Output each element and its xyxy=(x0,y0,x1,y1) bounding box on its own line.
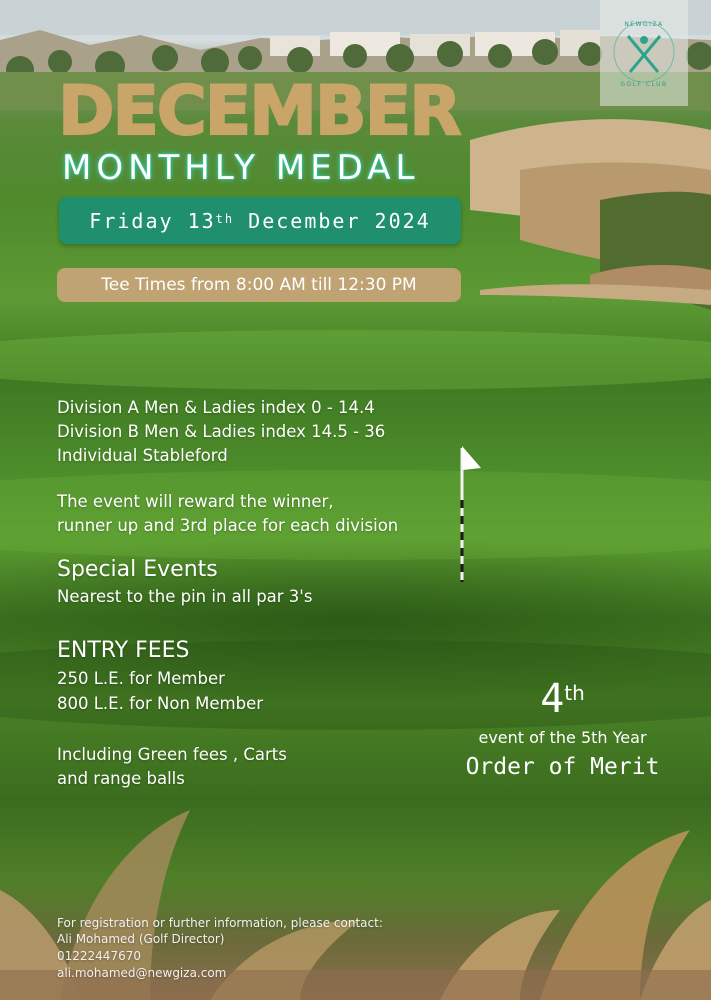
svg-text:GOLF CLUB: GOLF CLUB xyxy=(620,81,668,88)
member-fee: 250 L.E. for Member xyxy=(57,669,225,688)
date-ordinal: th xyxy=(215,211,235,226)
oom-ordinal: th xyxy=(564,680,585,705)
format-line: Individual Stableford xyxy=(57,446,228,465)
tee-times-badge: Tee Times from 8:00 AM till 12:30 PM xyxy=(57,268,461,302)
order-of-merit-line: event of the 5th Year xyxy=(478,728,647,747)
event-date xyxy=(59,197,461,244)
fairway-band xyxy=(0,470,711,560)
oom-number: 4 xyxy=(540,676,565,722)
inclusions-line: Including Green fees , Carts xyxy=(57,745,287,764)
golf-clubs-icon xyxy=(600,0,688,106)
contact-phone[interactable]: 01222447670 xyxy=(57,949,141,963)
contact-intro: For registration or further information, please contact: xyxy=(57,916,383,930)
fairway-band xyxy=(0,330,711,390)
reward-line: The event will reward the winner, xyxy=(57,492,334,511)
date-month-year: December 2024 xyxy=(248,208,431,233)
contact-name: Ali Mohamed (Golf Director) xyxy=(57,932,225,946)
reward-line: runner up and 3rd place for each division xyxy=(57,516,399,535)
special-events-line: Nearest to the pin in all par 3's xyxy=(57,587,313,606)
month-title: DECEMBER xyxy=(58,72,460,151)
event-title: MONTHLY MEDAL xyxy=(62,148,420,188)
club-logo xyxy=(600,0,688,106)
date-day: Friday 13 xyxy=(89,208,216,233)
svg-text:NEWGIZA: NEWGIZA xyxy=(624,21,664,28)
order-of-merit-title: Order of Merit xyxy=(465,754,660,780)
division-line: Division B Men & Ladies index 14.5 - 36 xyxy=(57,422,386,441)
non-member-fee: 800 L.E. for Non Member xyxy=(57,694,264,713)
division-line: Division A Men & Ladies index 0 - 14.4 xyxy=(57,398,375,417)
contact-email[interactable]: ali.mohamed@newgiza.com xyxy=(57,966,227,980)
inclusions-line: and range balls xyxy=(57,769,185,788)
special-events-heading: Special Events xyxy=(57,557,218,582)
order-of-merit-number xyxy=(460,676,665,722)
golf-flag-icon xyxy=(455,440,495,590)
entry-fees-heading: ENTRY FEES xyxy=(57,638,190,663)
